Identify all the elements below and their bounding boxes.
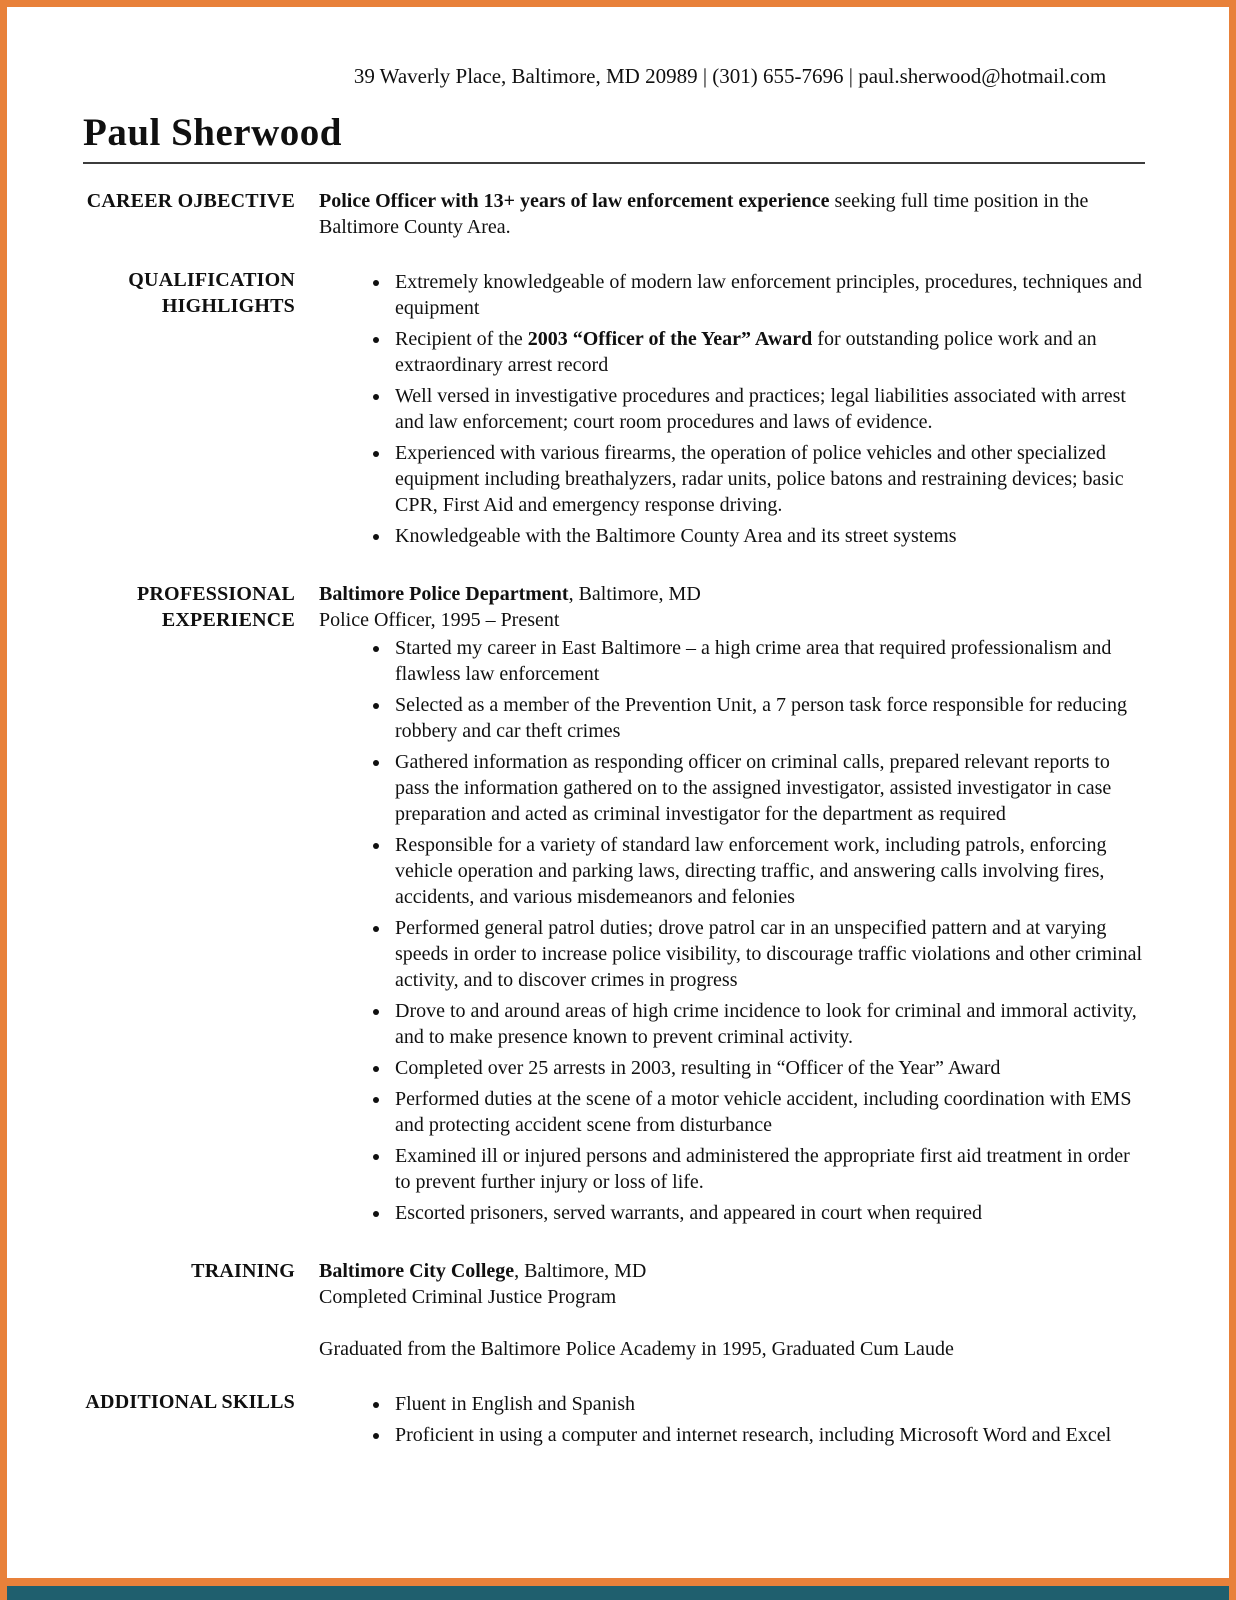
text: Started my career in East Baltimore – a high crime area that required professionalism and flawless law enforcement (395, 637, 1112, 686)
paragraph (319, 581, 1145, 607)
text: for outstanding police work and an extraordinary arrest record (395, 328, 1097, 377)
resume-header (83, 63, 1145, 164)
text-bold: Police Officer with 13+ years of law enforcement experience (319, 190, 830, 213)
text: Graduated from the Baltimore Police Academy in 1995, Graduated Cum Laude (319, 1338, 954, 1361)
text: Well versed in investigative procedures and practices; legal liabilities associated with arrest and law enforcement; court room procedures and laws of evidence. (395, 385, 1126, 434)
section-label: CAREER OJBECTIVE (86, 190, 295, 213)
text: Fluent in English and Spanish (395, 1393, 635, 1416)
header-divider (83, 162, 1145, 164)
bullet-item (391, 383, 1145, 435)
paragraph (319, 188, 1145, 240)
contact-line: 39 Waverly Place, Baltimore, MD 20989 | (301) 655-7696 | paul.sherwood@hotmail.com (353, 64, 1107, 88)
bottom-frame-bar (7, 1578, 1229, 1586)
bullet-item (391, 692, 1145, 744)
bullet-item (391, 1422, 1145, 1448)
bullet-item (391, 635, 1145, 687)
bullet-list (319, 1391, 1145, 1448)
text: Experienced with various firearms, the operation of police vehicles and other specialized equipment including breathalyzers, radar units, police batons and restraining devices; basic CPR, First Aid and emergency response driving. (395, 442, 1124, 517)
paragraph (319, 607, 1145, 633)
text: Performed duties at the scene of a motor vehicle accident, including coordination with EMS and protecting accident scene from disturbance (395, 1088, 1132, 1137)
bullet-item (391, 749, 1145, 827)
section-content (319, 188, 1145, 240)
text: Completed Criminal Justice Program (319, 1286, 617, 1309)
text: Selected as a member of the Prevention Unit, a 7 person task force responsible for reducing robbery and car theft crimes (395, 694, 1127, 743)
paragraph (319, 1258, 1145, 1284)
text: Knowledgeable with the Baltimore County Area and its street systems (395, 525, 957, 548)
bullet-item (391, 1055, 1145, 1081)
section (83, 1389, 1145, 1453)
sections-container (83, 188, 1145, 1453)
text: , Baltimore, MD (568, 583, 701, 606)
bullet-item (391, 269, 1145, 321)
bullet-item (391, 1391, 1145, 1417)
text: Performed general patrol duties; drove patrol car in an unspecified pattern and at varying speeds in order to increase police visibility, to discourage traffic violations and other criminal activity, and to discover crimes in progress (395, 917, 1143, 992)
bullet-item (391, 1143, 1145, 1195)
text: Gathered information as responding officer on criminal calls, prepared relevant reports to pass the information gathered on to the assigned investigator, assisted investigator in case preparation and acted as criminal investigator for the department as required (395, 751, 1112, 826)
section (83, 267, 1145, 554)
text: Extremely knowledgeable of modern law enforcement principles, procedures, techniques and equipment (395, 271, 1142, 320)
bullet-item (391, 440, 1145, 518)
text: Examined ill or injured persons and administered the appropriate first aid treatment in order to prevent further injury or loss of life. (395, 1145, 1130, 1194)
paragraph (319, 1336, 1145, 1362)
text: Drove to and around areas of high crime incidence to look for criminal and immoral activity, and to make presence known to prevent criminal activity. (395, 1000, 1137, 1049)
section (83, 581, 1145, 1231)
bullet-list (319, 635, 1145, 1226)
section (83, 188, 1145, 240)
section (83, 1258, 1145, 1362)
bullet-item (391, 326, 1145, 378)
text: Responsible for a variety of standard law enforcement work, including patrols, enforcing vehicle operation and parking laws, directing traffic, and answering calls involving fires, accidents, and various misdemeanors and felonies (395, 834, 1107, 909)
section-label: TRAINING (191, 1260, 295, 1283)
section-content (319, 1389, 1145, 1453)
text-bold: Baltimore Police Department (319, 583, 569, 606)
text-bold: Baltimore City College (319, 1260, 515, 1283)
section-content (319, 267, 1145, 554)
text: seeking full time position in the Baltimore County Area. (319, 190, 1089, 239)
bullet-item (391, 1200, 1145, 1226)
text: Police Officer, 1995 – Present (319, 609, 560, 632)
text: Escorted prisoners, served warrants, and appeared in court when required (395, 1202, 982, 1225)
section-content (319, 1258, 1145, 1362)
text: , Baltimore, MD (514, 1260, 647, 1283)
text: Proficient in using a computer and internet research, including Microsoft Word and Excel (395, 1424, 1112, 1447)
bullet-item (391, 915, 1145, 993)
bullet-item (391, 523, 1145, 549)
section-label: PROFESSIONAL EXPERIENCE (137, 583, 295, 632)
text-bold: 2003 “Officer of the Year” Award (527, 328, 813, 351)
bullet-list (319, 269, 1145, 549)
bullet-item (391, 998, 1145, 1050)
candidate-name: Paul Sherwood (83, 111, 342, 155)
resume-page (7, 7, 1229, 1520)
text: Completed over 25 arrests in 2003, resulting in “Officer of the Year” Award (395, 1057, 1001, 1080)
section-content (319, 581, 1145, 1231)
section-label: ADDITIONAL SKILLS (85, 1391, 295, 1414)
bottom-accent-bar (7, 1586, 1229, 1600)
bullet-item (391, 832, 1145, 910)
bullet-item (391, 1086, 1145, 1138)
section-label: QUALIFICATION HIGHLIGHTS (128, 269, 295, 318)
paragraph (319, 1284, 1145, 1310)
text: Recipient of the (395, 328, 528, 351)
